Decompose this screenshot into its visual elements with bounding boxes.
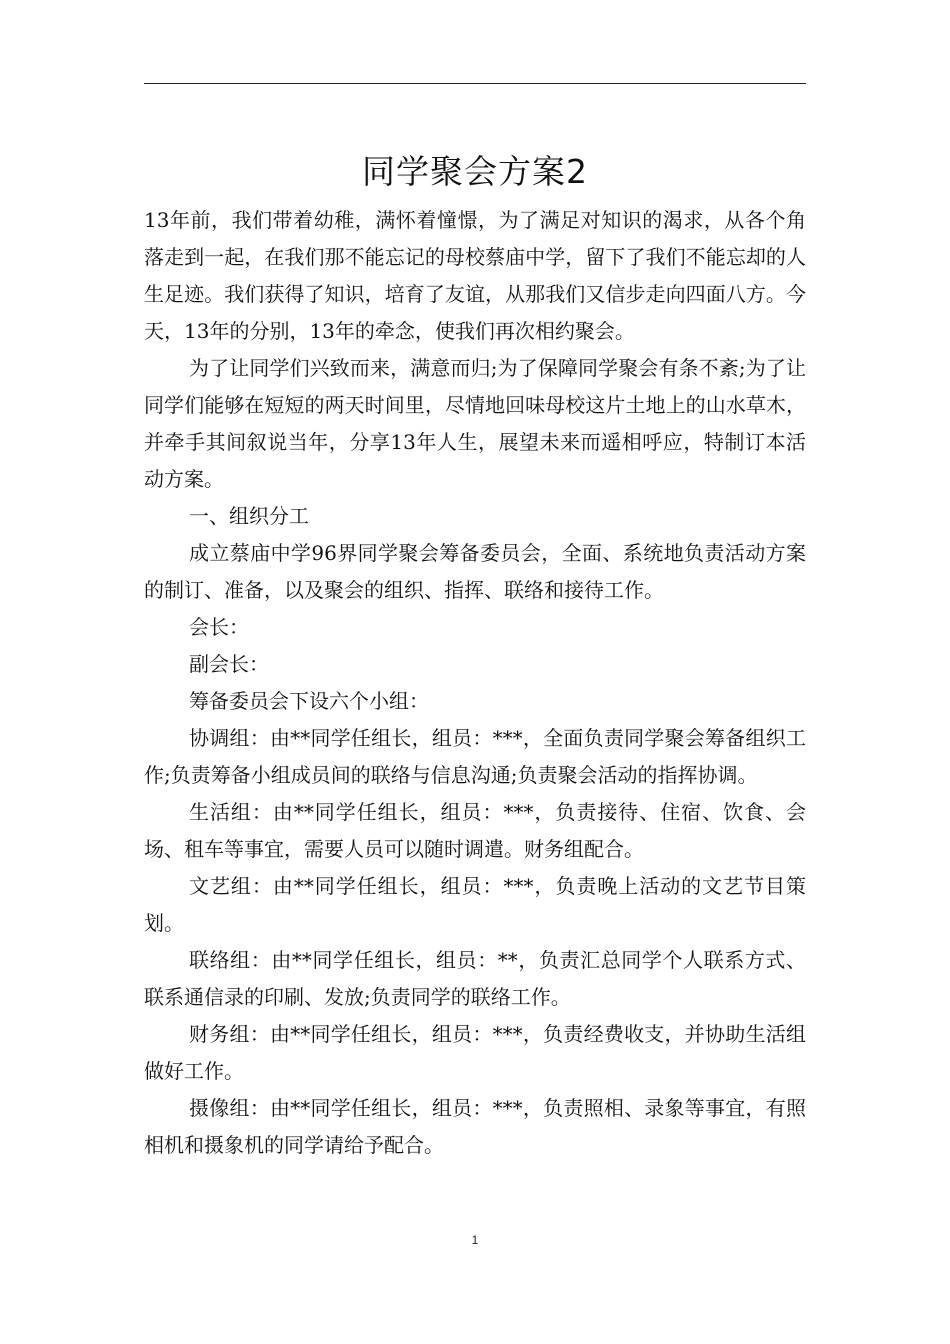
paragraph-president: 会长： xyxy=(189,615,249,639)
paragraph-committee: 成立蔡庙中学96界同学聚会筹备委员会，全面、系统地负责活动方案的制订、准备，以及聚会的组织、指挥、联络和接待工作。 xyxy=(144,541,806,602)
paragraph-coordination-group: 协调组：由**同学任组长，组员：***，全面负责同学聚会筹备组织工作;负责筹备小组成员间的联络与信息沟通;负责聚会活动的指挥协调。 xyxy=(144,726,806,787)
paragraph-logistics-group: 生活组：由**同学任组长，组员：***，负责接待、住宿、饮食、会场、租车等事宜，需要人员可以随时调遣。财务组配合。 xyxy=(144,800,806,861)
paragraph-photo-group: 摄像组：由**同学任组长，组员：***，负责照相、录象等事宜，有照相机和摄象机的同学请给予配合。 xyxy=(144,1096,806,1157)
header-rule xyxy=(144,83,806,84)
paragraph-groups-intro: 筹备委员会下设六个小组： xyxy=(189,689,429,713)
paragraph-purpose: 为了让同学们兴致而来，满意而归;为了保障同学聚会有条不紊;为了让同学们能够在短短的两天时间里，尽情地回味母校这片土地上的山水草木，并牵手其间叙说当年，分享13年人生，展望未来而遥相呼应，特制订本活动方案。 xyxy=(144,356,806,491)
document-body xyxy=(144,202,806,1164)
section-heading-organization: 一、组织分工 xyxy=(189,504,309,528)
paragraph-liaison-group: 联络组：由**同学任组长，组员：**，负责汇总同学个人联系方式、联系通信录的印刷、发放;负责同学的联络工作。 xyxy=(144,948,806,1009)
document-title: 同学聚会方案2 xyxy=(362,152,588,192)
paragraph-arts-group: 文艺组：由**同学任组长，组员：***，负责晚上活动的文艺节目策划。 xyxy=(144,874,806,935)
page-number: 1 xyxy=(471,1233,479,1247)
paragraph-vice-president: 副会长： xyxy=(189,652,269,676)
paragraph-intro: 13年前，我们带着幼稚，满怀着憧憬，为了满足对知识的渴求，从各个角落走到一起，在我们那不能忘记的母校蔡庙中学，留下了我们不能忘却的人生足迹。我们获得了知识，培育了友谊，从那我们又信步走向四面八方。今天，13年的分别，13年的牵念，使我们再次相约聚会。 xyxy=(144,208,806,343)
paragraph-finance-group: 财务组：由**同学任组长，组员：***，负责经费收支，并协助生活组做好工作。 xyxy=(144,1022,806,1083)
